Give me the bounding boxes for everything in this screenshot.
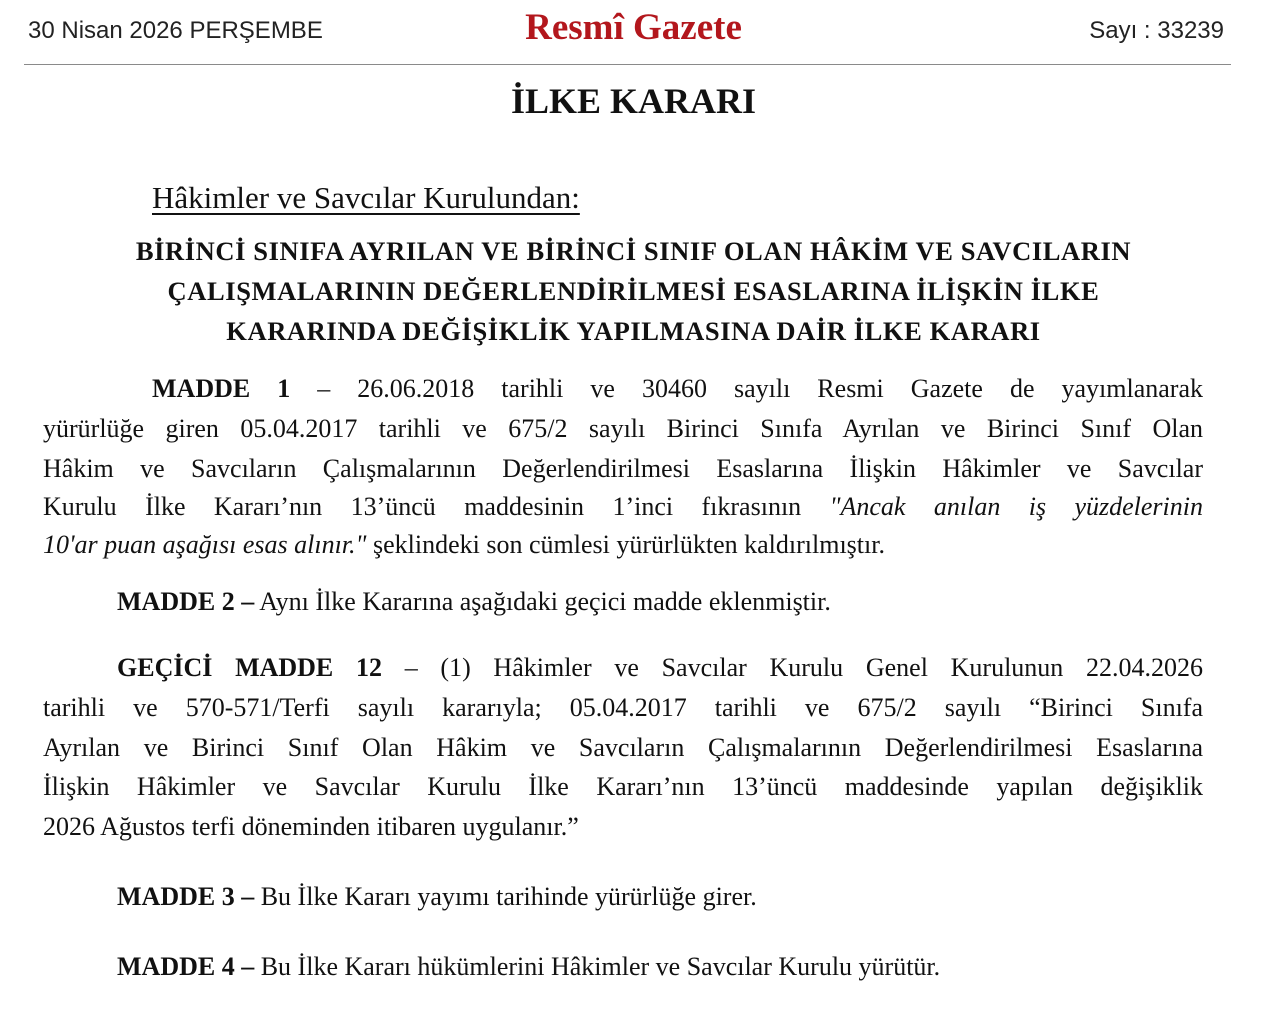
gecici-madde-12-text: İlişkin Hâkimler ve Savcılar Kurulu İlke Kararı’nın 13’üncü maddesinde yapılan değişiklik [43, 772, 1203, 801]
madde-1-line [152, 374, 1203, 404]
issuer-heading: Hâkimler ve Savcılar Kurulundan: [152, 180, 580, 215]
madde-1-text: Kurulu İlke Kararı’nın 13’üncü maddesinin 1’inci fıkrasının [43, 492, 830, 521]
decision-title [40, 231, 1227, 351]
gecici-madde-12-text: – (1) Hâkimler ve Savcılar Kurulu Genel Kurulunun 22.04.2026 [404, 653, 1203, 682]
madde-1-line [43, 414, 1203, 444]
madde-3-line [117, 882, 757, 912]
madde-1-line [43, 454, 1203, 484]
madde-3-label: MADDE 3 – [117, 882, 255, 911]
gazette-header [0, 0, 1267, 64]
madde-3-text: Bu İlke Kararı yayımı tarihinde yürürlüğe girer. [254, 882, 757, 911]
gecici-madde-12-line [43, 693, 1203, 723]
section-title: İLKE KARARI [510, 81, 757, 121]
publication-date: 30 Nisan 2026 PERŞEMBE [28, 17, 323, 44]
gecici-madde-12-line [117, 653, 1203, 683]
gazette-title: Resmî Gazete [525, 7, 742, 48]
madde-1-text: 26.06.2018 tarihli ve 30460 sayılı Resmi Gazete de yayımlanarak [357, 374, 1203, 403]
gecici-madde-12-line [43, 772, 1203, 802]
madde-2-line [117, 587, 831, 617]
madde-4-line [117, 952, 940, 982]
madde-2-label: MADDE 2 – [117, 587, 255, 616]
madde-1-line [43, 530, 885, 560]
madde-1-text: şeklindeki son cümlesi yürürlükten kaldırılmıştır. [366, 530, 885, 559]
madde-1-text: yürürlüğe giren 05.04.2017 tarihli ve 675/2 sayılı Birinci Sınıfa Ayrılan ve Birinci Sınıf Olan [43, 414, 1203, 443]
header-divider [24, 64, 1231, 65]
gecici-madde-12-text: tarihli ve 570-571/Terfi sayılı kararıyla; 05.04.2017 tarihli ve 675/2 sayılı “Birinci Sınıfa [43, 693, 1203, 722]
gecici-madde-12-line [43, 812, 579, 842]
gecici-madde-12-line [43, 733, 1203, 763]
madde-1-dash: – [290, 374, 358, 403]
madde-2-text: Aynı İlke Kararına aşağıdaki geçici madde eklenmiştir. [254, 587, 831, 616]
gecici-madde-12-text: 2026 Ağustos terfi döneminden itibaren uygulanır.” [43, 812, 579, 841]
madde-1-line [43, 492, 1203, 522]
madde-4-label: MADDE 4 – [117, 952, 255, 981]
madde-1-quoted-text: 10'ar puan aşağısı esas alınır." [43, 530, 367, 559]
decision-title-line: BİRİNCİ SINIFA AYRILAN VE BİRİNCİ SINIF OLAN HÂKİM VE SAVCILARIN [135, 236, 1132, 266]
madde-4-text: Bu İlke Kararı hükümlerini Hâkimler ve Savcılar Kurulu yürütür. [254, 952, 941, 981]
decision-title-line: ÇALIŞMALARININ DEĞERLENDİRİLMESİ ESASLARINA İLİŞKİN İLKE [167, 276, 1100, 306]
madde-1-label: MADDE 1 [152, 374, 291, 403]
gecici-madde-12-text: Ayrılan ve Birinci Sınıf Olan Hâkim ve Savcıların Çalışmalarının Değerlendirilmesi Esaslarına [43, 733, 1203, 762]
madde-1-quoted-text: "Ancak anılan iş yüzdelerinin [829, 492, 1203, 521]
gecici-madde-12-label: GEÇİCİ MADDE 12 [117, 653, 382, 682]
madde-1-text: Hâkim ve Savcıların Çalışmalarının Değerlendirilmesi Esaslarına İlişkin Hâkimler ve Savcılar [43, 454, 1203, 483]
decision-title-line: KARARINDA DEĞİŞİKLİK YAPILMASINA DAİR İLKE KARARI [226, 316, 1041, 346]
issue-number: Sayı : 33239 [1089, 17, 1224, 44]
